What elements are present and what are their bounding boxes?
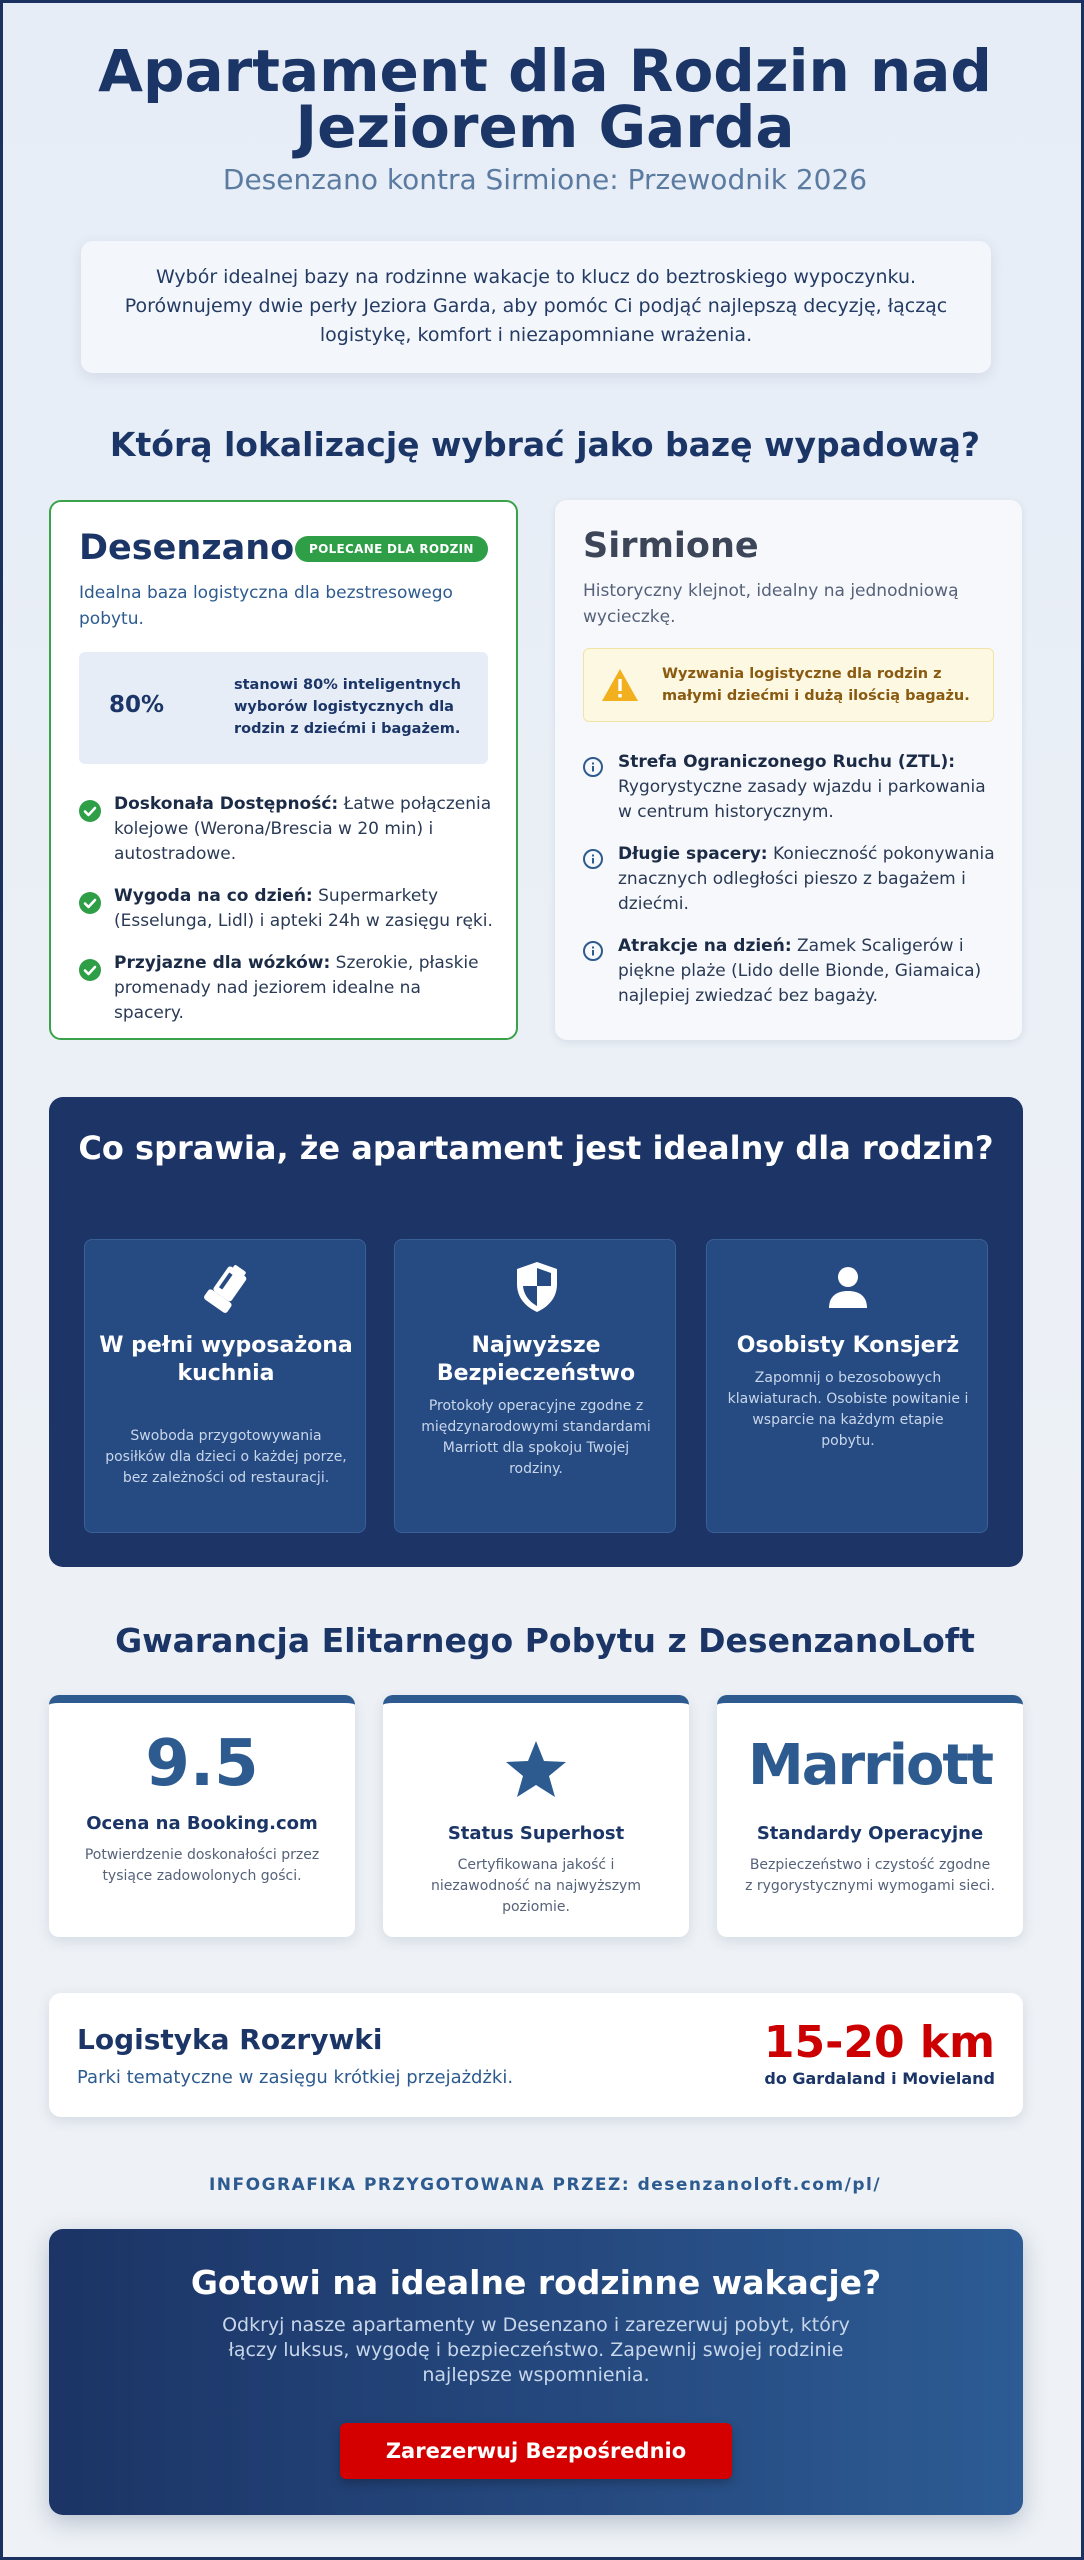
stat-box (79, 652, 488, 764)
feature-text: Protokoły operacyjne zgodne z międzynarodowymi standardami Marriott dla spokoju Twojej rodziny. (421, 1398, 651, 1477)
sirmione-tagline: Historyczny klejnot, idealny na jednodniową wycieczkę. (583, 581, 959, 627)
feature-text: Zapomnij o bezosobowych klawiaturach. Osobiste powitanie i wsparcie na każdym etapie pobytu. (727, 1370, 969, 1449)
rating-value: 9.5 (145, 1727, 259, 1801)
features-heading: Co sprawia, że apartament jest idealny dla rodzin? (78, 1129, 994, 1167)
intro-box (81, 241, 991, 373)
stat-value: 80% (109, 692, 165, 718)
warning-box (583, 648, 994, 722)
list-item: Przyjazne dla wózków: Szerokie, płaskie promenady nad jeziorem idealne na spacery. (114, 953, 479, 1023)
feature-text: Swoboda przygotowywania posiłków dla dzieci o każdej porze, bez zależności od restauracji. (105, 1428, 347, 1486)
user-icon (827, 1266, 869, 1314)
logistics-subtitle: Parki tematyczne w zasięgu krótkiej przejażdżki. (77, 2067, 514, 2088)
feature-card (394, 1239, 676, 1533)
superhost-card (383, 1695, 689, 1937)
list-item: Długie spacery: Konieczność pokonywania znacznych odległości pieszo z bagażem i dziećmi. (618, 844, 995, 914)
list-item: Strefa Ograniczonego Ruchu (ZTL): Rygorystyczne zasady wjazdu i parkowania w centrum historycznym. (618, 752, 986, 822)
rating-card (49, 1695, 355, 1937)
feature-title: W pełni wyposażona kuchnia (99, 1333, 353, 1386)
marriott-card (717, 1695, 1023, 1937)
shield-icon (514, 1260, 560, 1318)
feature-card (84, 1239, 366, 1533)
logistics-title: Logistyka Rozrywki (77, 2023, 383, 2056)
desenzano-title: Desenzano (79, 528, 295, 568)
check-icon (79, 800, 101, 822)
blender-icon (202, 1262, 252, 1318)
cta-heading: Gotowi na idealne rodzinne wakacje? (190, 2263, 882, 2302)
book-direct-button[interactable]: Zarezerwuj Bezpośrednio (340, 2423, 732, 2479)
page-title: Apartament dla Rodzin nad Jeziorem Garda (98, 37, 992, 161)
locations-heading: Którą lokalizację wybrać jako bazę wypadową? (109, 425, 981, 464)
sirmione-title: Sirmione (583, 526, 759, 566)
warning-text: Wyzwania logistyczne dla rodzin z małymi dziećmi i dużą ilością bagażu. (662, 666, 970, 704)
distance-note: do Gardaland i Movieland (764, 2069, 995, 2088)
warning-icon (600, 667, 640, 707)
list-item: Wygoda na co dzień: Supermarkety (Esselunga, Lidl) i apteki 24h w zasięgu ręki. (114, 886, 493, 931)
logistics-box (49, 1993, 1023, 2117)
check-icon (79, 959, 101, 981)
features-section (49, 1097, 1023, 1567)
feature-title: Osobisty Konsjerż (736, 1333, 960, 1358)
cta-text: Odkryj nasze apartamenty w Desenzano i zarezerwuj pobyt, który łączy luksus, wygodę i bezpieczeństwo. Zapewnij swojej rodzinie najlepsze wspomnienia. (222, 2314, 850, 2386)
distance-value: 15-20 km (763, 2017, 995, 2068)
info-icon (583, 849, 603, 869)
check-icon (79, 892, 101, 914)
superhost-text: Certyfikowana jakość i niezawodność na najwyższym poziomie. (431, 1857, 641, 1915)
rating-title: Ocena na Booking.com (86, 1813, 318, 1834)
credit-line: INFOGRAFIKA PRZYGOTOWANA PRZEZ: desenzanoloft.com/pl/ (208, 2175, 882, 2195)
stat-text: stanowi 80% inteligentnych wyborów logistycznych dla rodzin z dziećmi i bagażem. (234, 677, 461, 737)
marriott-title: Standardy Operacyjne (756, 1823, 984, 1844)
superhost-title: Status Superhost (447, 1823, 625, 1844)
desenzano-tagline: Idealna baza logistyczna dla bezstresowego pobytu. (79, 583, 453, 629)
guarantee-heading: Gwarancja Elitarnego Pobytu z DesenzanoLoft (115, 1621, 975, 1660)
star-icon (504, 1739, 568, 1803)
desenzano-card (49, 500, 518, 1040)
rating-text: Potwierdzenie doskonałości przez tysiące zadowolonych gości. (84, 1847, 320, 1884)
sirmione-card (555, 500, 1022, 1040)
list-item: Atrakcje na dzień: Zamek Scaligerów i piękne plaże (Lido delle Bionde, Giamaica) najlepiej zwiedzać bez bagaży. (618, 936, 982, 1006)
recommended-badge: POLECANE DLA RODZIN (295, 536, 488, 562)
info-icon (583, 757, 603, 777)
marriott-text: Bezpieczeństwo i czystość zgodne z rygorystycznymi wymogami sieci. (745, 1857, 995, 1894)
info-icon (583, 941, 603, 961)
cta-section (49, 2229, 1023, 2515)
page-subtitle: Desenzano kontra Sirmione: Przewodnik 2026 (222, 163, 868, 196)
marriott-logo: Marriott (748, 1733, 992, 1798)
intro-text: Wybór idealnej bazy na rodzinne wakacje to klucz do beztroskiego wypoczynku. Porównujemy dwie perły Jeziora Garda, aby pomóc Ci podjąć najlepszą decyzję, łącząc logistykę, komfort i niezapomniane wrażenia. (124, 266, 948, 346)
feature-title: Najwyższe Bezpieczeństwo (436, 1333, 636, 1386)
list-item: Doskonała Dostępność: Łatwe połączenia kolejowe (Werona/Brescia w 20 min) i autostradowe. (114, 794, 492, 864)
feature-card (706, 1239, 988, 1533)
